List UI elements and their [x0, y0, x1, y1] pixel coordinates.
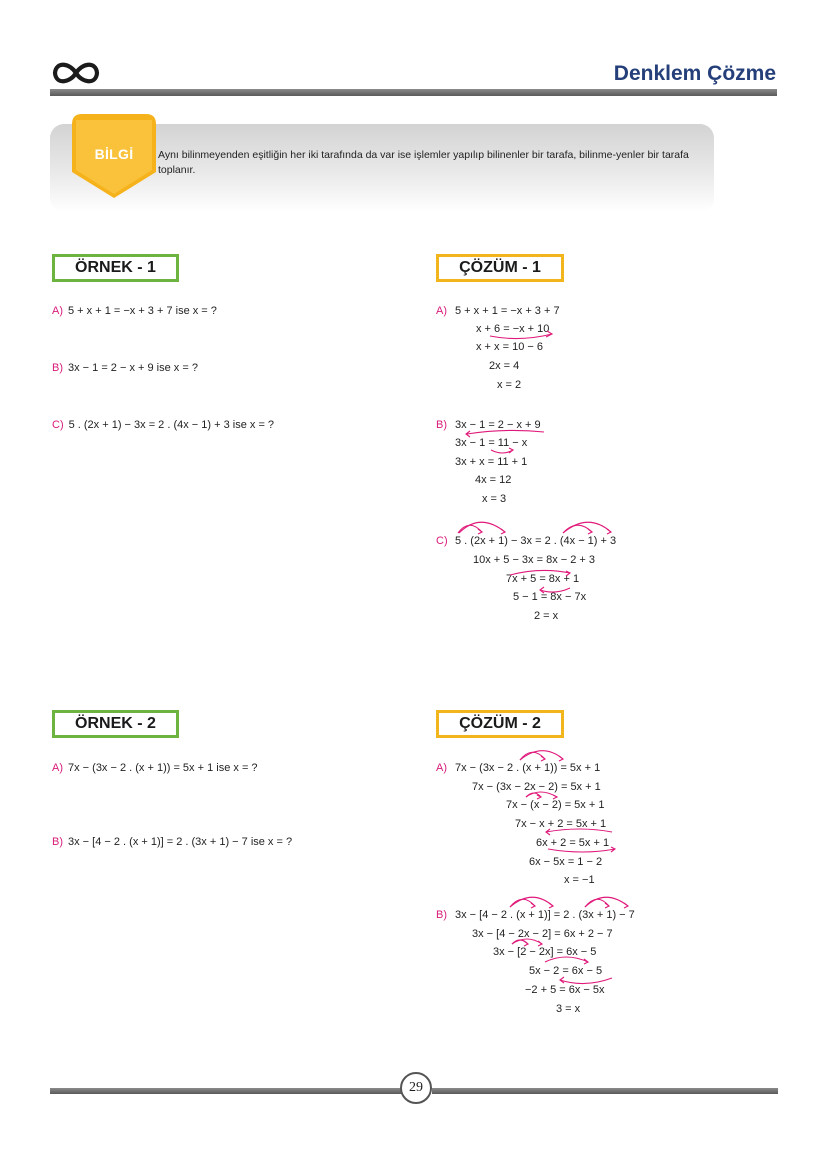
solution-1-b-label: B) — [436, 419, 447, 431]
solution-line: 6x + 2 = 5x + 1 — [536, 837, 610, 849]
solution-2-title: ÇÖZÜM - 2 — [436, 710, 564, 738]
solution-line: 7x − (x − 2) = 5x + 1 — [506, 799, 605, 811]
arrow-icon — [520, 751, 563, 761]
solution-line: x = 2 — [497, 379, 522, 391]
solution-line: 3x − [2 − 2x] = 6x − 5 — [493, 946, 597, 958]
question-label: A) — [52, 305, 63, 317]
question-text: 7x − (3x − 2 . (x + 1)) = 5x + 1 ise x = ? — [68, 762, 258, 774]
arrow-icon — [490, 331, 552, 339]
solution-1-c-label: C) — [436, 535, 448, 547]
solution-line: −2 + 5 = 6x − 5x — [525, 984, 605, 996]
solution-line: 2 = x — [534, 610, 559, 622]
arrow-icon — [512, 939, 542, 946]
solution-line: x + 6 = −x + 10 — [476, 323, 550, 335]
solution-line: 4x = 12 — [475, 474, 512, 486]
arrow-icon — [466, 430, 544, 453]
solution-line: 2x = 4 — [489, 360, 520, 372]
question-label: C) — [52, 419, 64, 431]
solution-line: x = −1 — [564, 874, 595, 886]
solution-line: 7x − x + 2 = 5x + 1 — [515, 818, 607, 830]
arrow-icon — [458, 522, 611, 534]
solution-line: 7x + 5 = 8x + 1 — [506, 573, 580, 585]
solution-2-b-label: B) — [436, 909, 447, 921]
question-text: 3x − 1 = 2 − x + 9 ise x = ? — [68, 362, 198, 374]
solution-1-a-label: A) — [436, 305, 447, 317]
question-label: A) — [52, 762, 63, 774]
solution-line: 3 = x — [556, 1003, 581, 1015]
arrow-icon — [546, 829, 615, 852]
solution-line: 5 − 1 = 8x − 7x — [513, 591, 587, 603]
question-label: B) — [52, 836, 63, 848]
solution-line: 3x − [4 − 2x − 2] = 6x + 2 − 7 — [472, 928, 613, 940]
solution-line: 10x + 5 − 3x = 8x − 2 + 3 — [473, 554, 596, 566]
question-text: 5 . (2x + 1) − 3x = 2 . (4x − 1) + 3 ise x = ? — [68, 419, 275, 431]
solution-line: 7x − (3x − 2 . (x + 1)) = 5x + 1 — [455, 762, 601, 774]
solution-line: 5 . (2x + 1) − 3x = 2 . (4x − 1) + 3 — [455, 535, 617, 547]
question-label: B) — [52, 362, 63, 374]
footer-rule-right — [432, 1088, 778, 1094]
solution-line: 3x − 1 = 2 − x + 9 — [455, 419, 541, 431]
example-2-title: ÖRNEK - 2 — [52, 710, 179, 738]
solution-line: 5x − 2 = 6x − 5 — [529, 965, 603, 977]
solution-2-a-label: A) — [436, 762, 447, 774]
solution-1-title: ÇÖZÜM - 1 — [436, 254, 564, 282]
question-text: 3x − [4 − 2 . (x + 1)] = 2 . (3x + 1) − 7 ise x = ? — [68, 836, 293, 848]
solution-line: 3x − [4 − 2 . (x + 1)] = 2 . (3x + 1) − 7 — [455, 909, 635, 921]
arrow-icon — [510, 897, 628, 908]
arrow-icon — [526, 792, 557, 799]
question-text: 5 + x + 1 = −x + 3 + 7 ise x = ? — [68, 305, 217, 317]
arrow-icon — [545, 957, 612, 984]
solution-line: 5 + x + 1 = −x + 3 + 7 — [455, 305, 560, 317]
page-number: 29 — [400, 1072, 432, 1104]
solution-line: 3x − 1 = 11 − x — [455, 437, 528, 449]
solution-line: x + x = 10 − 6 — [476, 341, 543, 353]
example-1-title: ÖRNEK - 1 — [52, 254, 179, 282]
arrow-icon — [510, 570, 570, 593]
solution-line: 3x + x = 11 + 1 — [455, 456, 528, 468]
footer-rule-left — [50, 1088, 402, 1094]
info-text: Aynı bilinmeyenden eşitliğin her iki tarafında da var ise işlemler yapılıp bilinenler bir tarafa, bilinme-yenler bir tarafa toplanır. — [158, 149, 689, 176]
solution-line: 6x − 5x = 1 − 2 — [529, 856, 603, 868]
solution-line: x = 3 — [482, 493, 507, 505]
info-label: BİLGİ — [94, 146, 134, 162]
page-title: Denklem Çözme — [613, 62, 776, 85]
solution-line: 7x − (3x − 2x − 2) = 5x + 1 — [472, 781, 601, 793]
